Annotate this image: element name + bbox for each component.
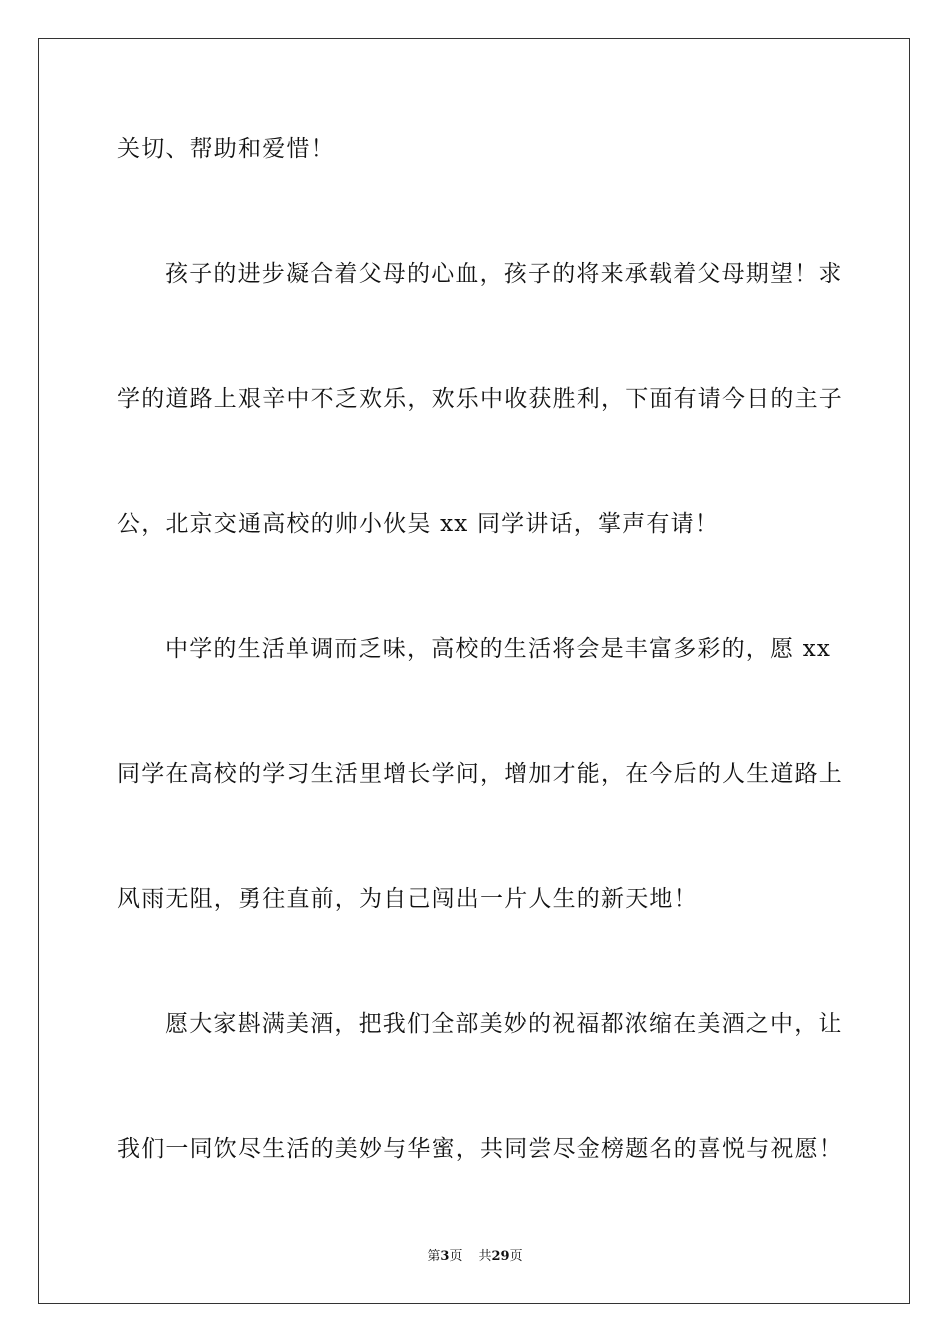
text-line-1: 关切、帮助和爱惜！ <box>117 136 335 162</box>
text-line-6: 同学在高校的学习生活里增长学问，增加才能，在今后的人生道路上 <box>117 761 843 787</box>
page-border <box>38 38 910 1304</box>
page-prefix: 第 <box>427 1249 441 1264</box>
text-line-3: 学的道路上艰辛中不乏欢乐，欢乐中收获胜利，下面有请今日的主子 <box>117 386 843 412</box>
page-suffix: 页 <box>449 1249 463 1264</box>
text-line-7: 风雨无阻，勇往直前，为自己闯出一片人生的新天地！ <box>117 886 698 912</box>
text-line-4: 公，北京交通高校的帅小伙吴 xx 同学讲话，掌声有请！ <box>117 511 719 537</box>
text-line-8: 愿大家斟满美酒，把我们全部美妙的祝福都浓缩在美酒之中，让 <box>165 1011 843 1037</box>
page-footer <box>0 1248 950 1266</box>
total-suffix: 页 <box>509 1249 523 1264</box>
total-pages: 29 <box>491 1249 510 1264</box>
text-line-9: 我们一同饮尽生活的美妙与华蜜，共同尝尽金榜题名的喜悦与祝愿！ <box>117 1136 843 1162</box>
text-line-5: 中学的生活单调而乏味，高校的生活将会是丰富多彩的，愿 xx <box>165 636 832 662</box>
total-prefix: 共 <box>478 1249 492 1264</box>
text-line-2: 孩子的进步凝合着父母的心血，孩子的将来承载着父母期望！求 <box>165 261 843 287</box>
page-number: 3 <box>440 1249 450 1264</box>
